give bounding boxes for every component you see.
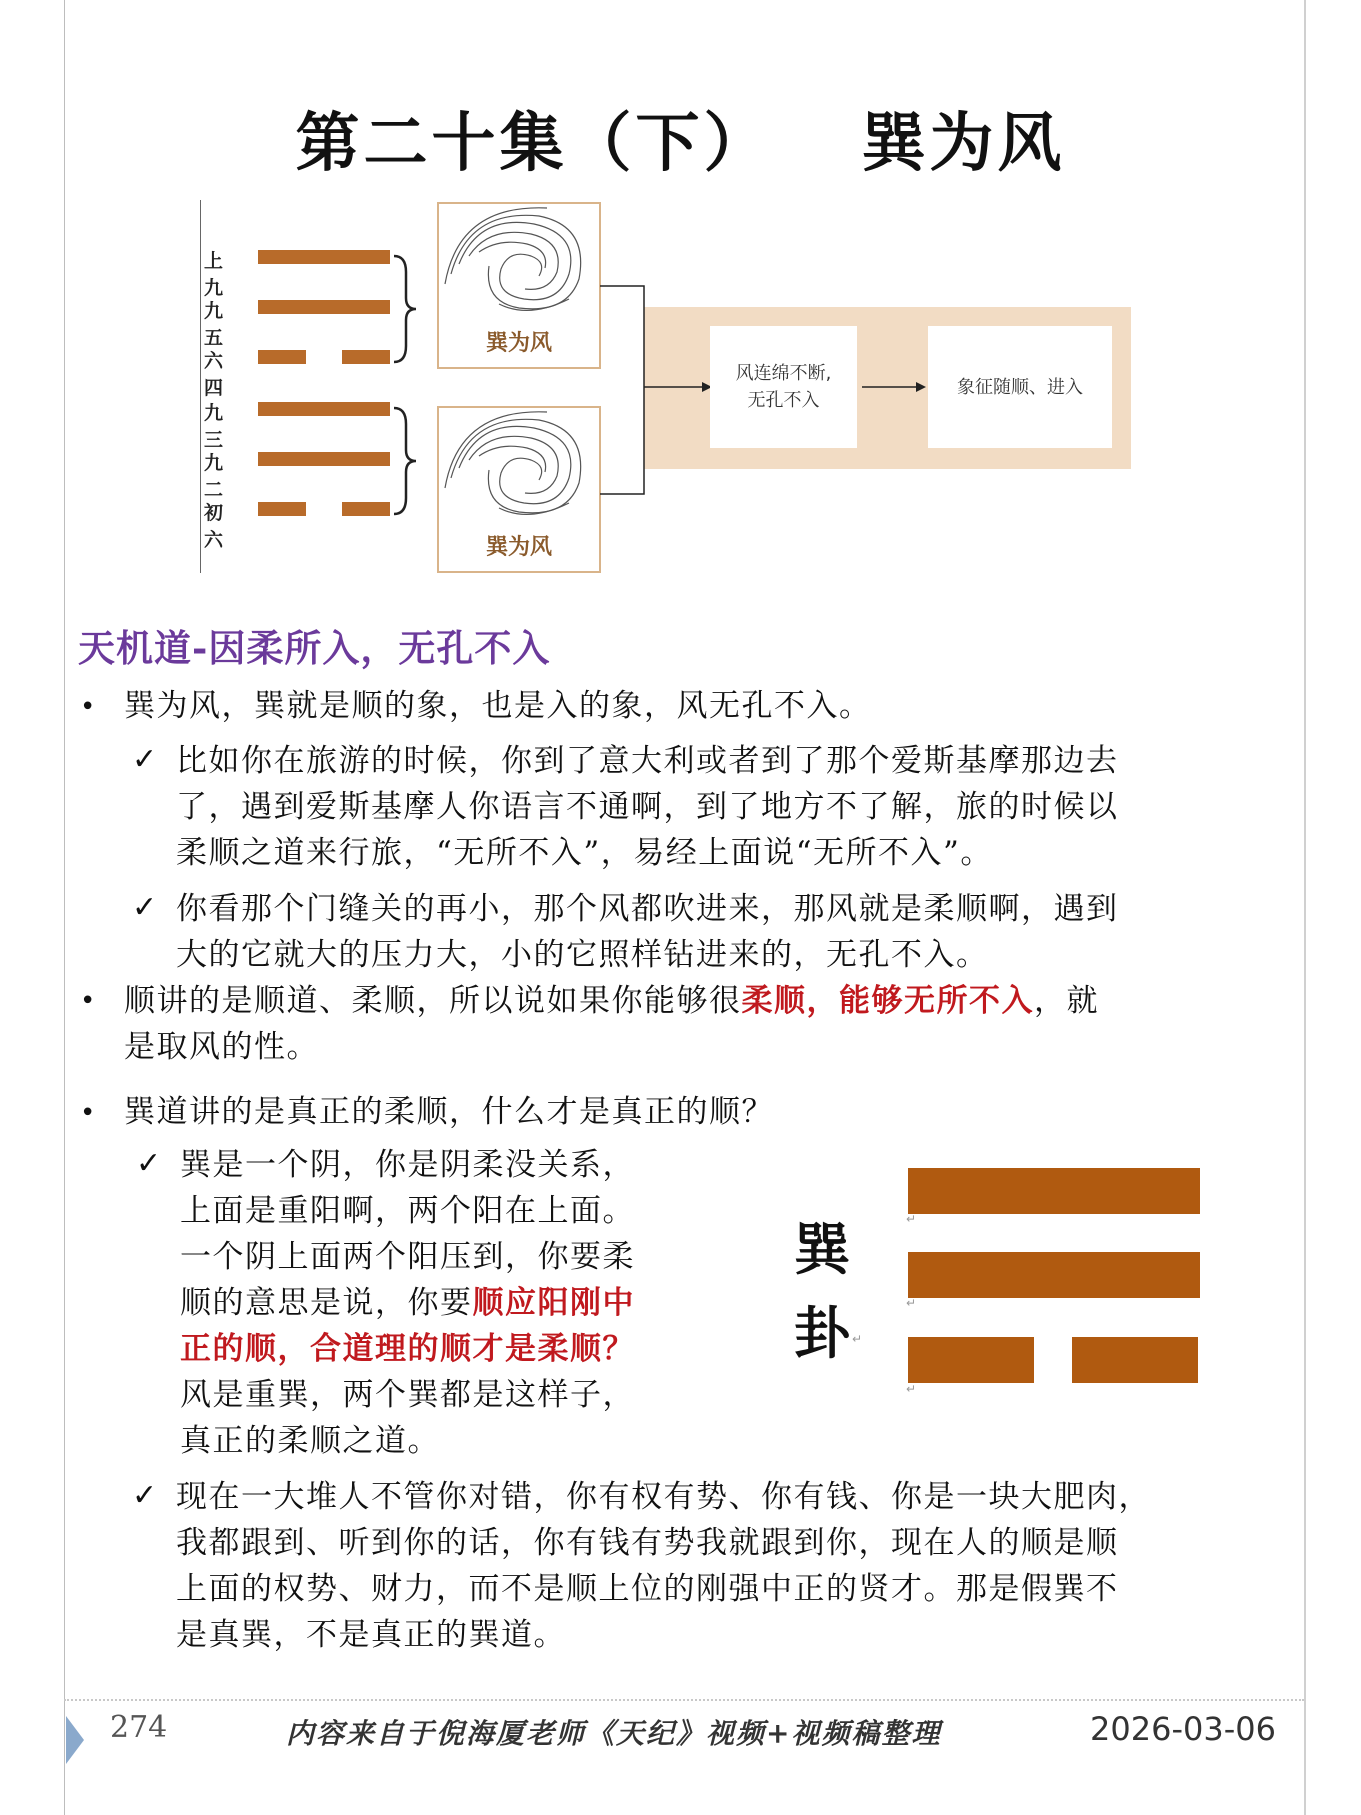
- bullet-text-1: 巽为风，巽就是顺的象，也是入的象，风无孔不入。: [124, 688, 872, 724]
- hexagram-diagram: 上九 九五 六四 九三 九二 初六 巽为风 巽为风 风连绵不断, 无孔不入 象征随顺、进入: [200, 200, 1140, 580]
- footer-date: 2026-03-06: [1090, 1710, 1276, 1748]
- bullet-dot: •: [80, 692, 96, 722]
- gua-char-gua: 卦: [794, 1301, 850, 1367]
- yin-bar-right: [342, 350, 390, 364]
- page-border-right: [1304, 0, 1306, 1815]
- footer-source: 内容来自于倪海厦老师《天纪》视频+视频稿整理: [286, 1717, 942, 1750]
- yang-bar: [258, 300, 390, 314]
- check-icon: ✓: [136, 1146, 162, 1181]
- wind-swirl-icon: [439, 408, 599, 528]
- gua-yin-bar-right: [1072, 1337, 1198, 1383]
- check-icon: ✓: [132, 742, 158, 777]
- check-text-3: 巽是一个阴，你是阴柔没关系， 上面是重阳啊，两个阳在上面。 一个阴上面两个阳压到，你要柔 顺的意思是说，你要顺应阳刚中 正的顺，合道理的顺才是柔顺？ 风是重巽，两个巽都是这样子， 真正的柔顺之道。: [180, 1147, 635, 1459]
- yin-bar-left: [258, 502, 306, 516]
- page-number: 274: [110, 1710, 168, 1745]
- gua-yang-bar-top: [908, 1168, 1200, 1214]
- bullet-text-3: 巽道讲的是真正的柔顺，什么才是真正的顺？: [124, 1094, 774, 1130]
- check-text-4: 现在一大堆人不管你对错，你有权有势、你有钱、你是一块大肥肉， 我都跟到、听到你的话，你有钱有势我就跟到你，现在人的顺是顺 上面的权势、财力，而不是顺上位的刚强中正的贤才。那是假巽不 是真巽，不是真正的巽道。: [176, 1479, 1151, 1653]
- page-title: 第二十集（下） 巽为风: [295, 106, 1066, 181]
- check-text-1: 比如你在旅游的时候，你到了意大利或者到了那个爱斯基摩那边去 了，遇到爱斯基摩人你语言不通啊，到了地方不了解，旅的时候以 柔顺之道来行旅，“无所不入”，易经上面说“无所不入”。: [176, 743, 1119, 871]
- gua-yin-bar-left: [908, 1337, 1034, 1383]
- gua-char-xun: 巽: [794, 1217, 850, 1283]
- return-mark-icon: ↵: [852, 1332, 863, 1346]
- bullet-dot: •: [80, 1098, 96, 1128]
- yang-bar: [258, 250, 390, 264]
- check-icon: ✓: [132, 890, 158, 925]
- bullet-text-2: 顺讲的是顺道、柔顺，所以说如果你能够很柔顺，能够无所不入，就 是取风的性。: [124, 983, 1099, 1065]
- return-mark-icon: ↵: [906, 1212, 917, 1226]
- yang-bar: [258, 452, 390, 466]
- check-text-2: 你看那个门缝关的再小，那个风都吹进来，那风就是柔顺啊，遇到 大的它就大的压力大，小的它照样钻进来的，无孔不入。: [176, 891, 1119, 973]
- footer-divider: [64, 1699, 1304, 1701]
- gua-yang-bar-middle: [908, 1252, 1200, 1298]
- brace-upper-icon: [390, 254, 420, 364]
- wind-swirl-icon: [439, 204, 599, 324]
- wind-picture-lower: 巽为风: [437, 406, 601, 573]
- triangle-marker-icon: [66, 1716, 84, 1764]
- check-icon: ✓: [132, 1478, 158, 1513]
- yin-bar-left: [258, 350, 306, 364]
- yin-bar-right: [342, 502, 390, 516]
- brace-lower-icon: [390, 406, 420, 516]
- concept-box-wind: 风连绵不断, 无孔不入: [710, 326, 857, 448]
- diagram-axis-line: [200, 200, 201, 573]
- wind-picture-upper: 巽为风: [437, 202, 601, 369]
- return-mark-icon: ↵: [906, 1382, 917, 1396]
- page-border-left: [64, 0, 65, 1815]
- concept-box-meaning: 象征随顺、进入: [928, 326, 1112, 448]
- yang-bar: [258, 402, 390, 416]
- section-heading: 天机道-因柔所入，无孔不入: [78, 626, 551, 670]
- return-mark-icon: ↵: [906, 1296, 917, 1310]
- bullet-dot: •: [80, 986, 96, 1016]
